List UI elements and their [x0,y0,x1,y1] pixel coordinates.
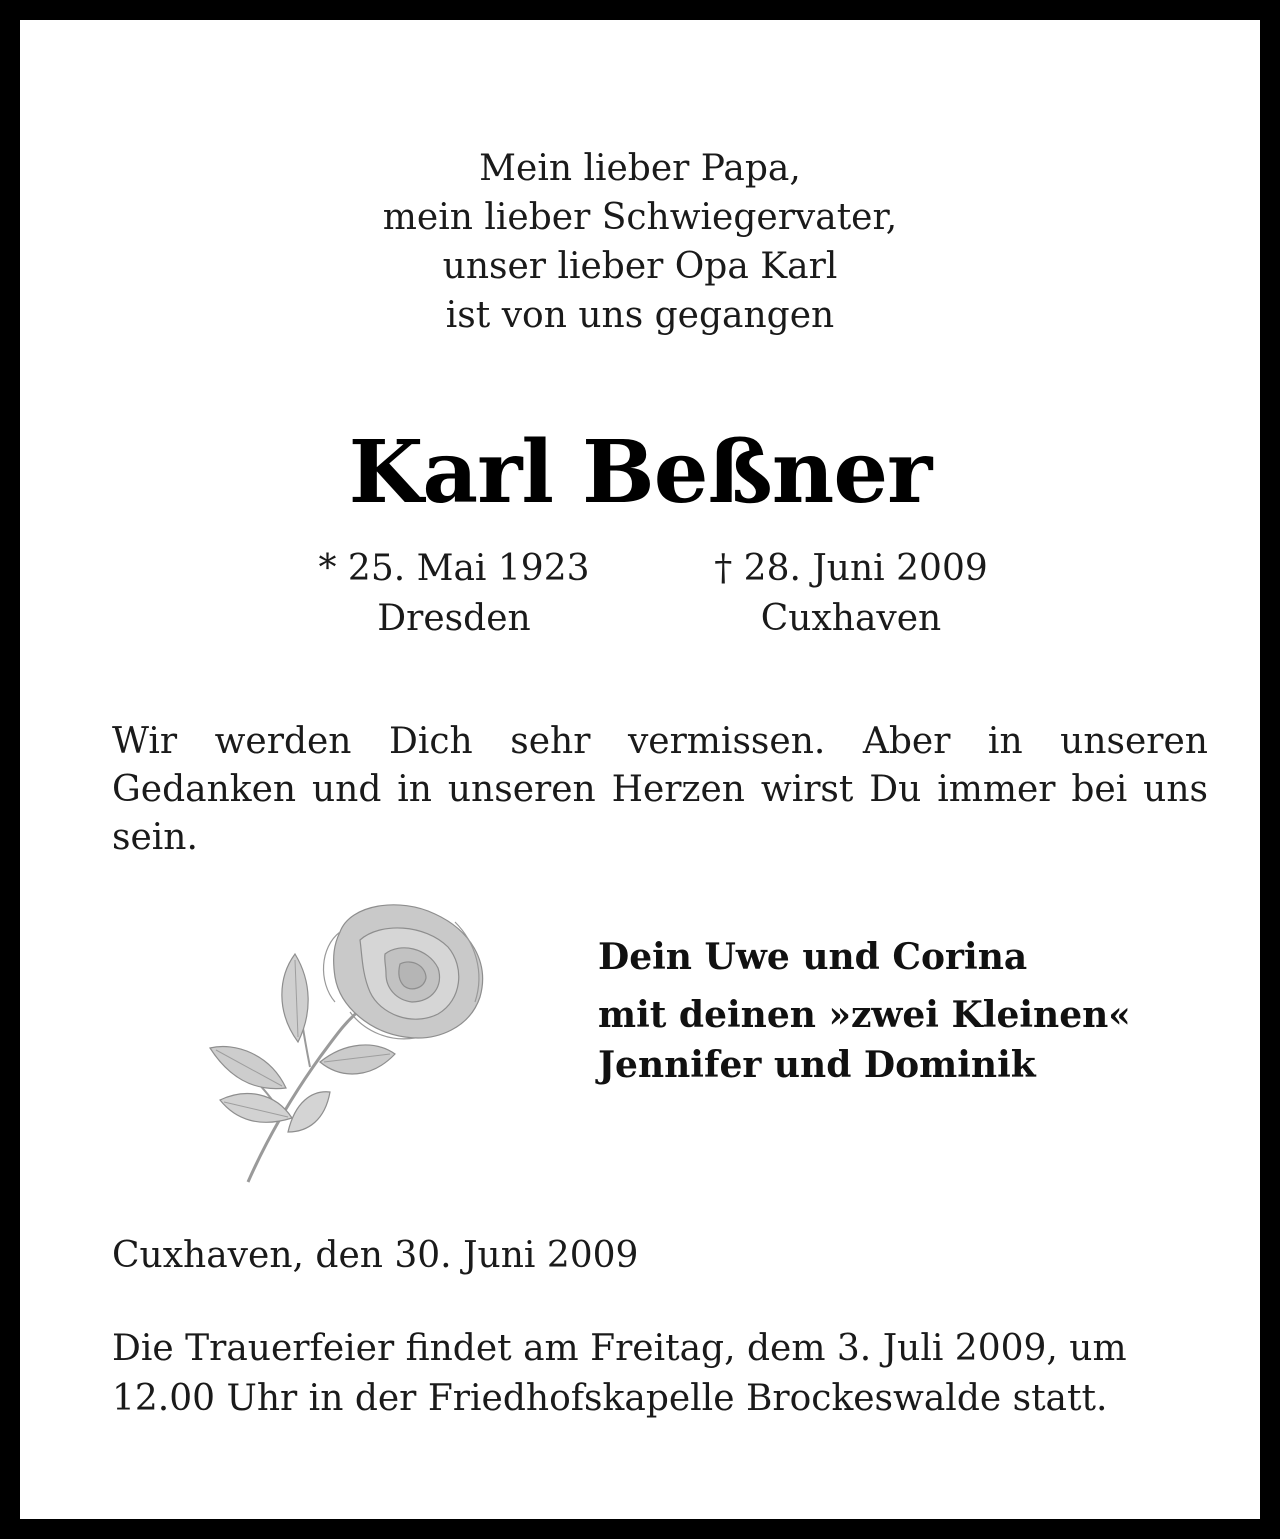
rose-icon [200,892,500,1192]
place-and-date: Cuxhaven, den 30. Juni 2009 [112,1235,639,1276]
intro-line: unser lieber Opa Karl [442,246,838,287]
birth-place: Dresden [377,598,531,639]
funeral-info [112,1324,1127,1424]
intro-line: mein lieber Schwiegervater, [382,197,898,238]
funeral-line: 12.00 Uhr in der Friedhofskapelle Brockeswalde statt. [112,1378,1108,1419]
intro-line: Mein lieber Papa, [479,148,801,189]
deceased-name: Karl Beßner [348,422,932,523]
intro-verse [20,144,1260,340]
funeral-line: Die Trauerfeier findet am Freitag, dem 3. Juli 2009, um [112,1328,1127,1369]
death-date: † 28. Juni 2009 [714,548,988,589]
family-line: Jennifer und Dominik [598,1044,1036,1086]
intro-line: ist von uns gegangen [445,295,835,336]
family-signature [598,932,1131,1090]
death-info [696,544,1006,644]
birth-date: * 25. Mai 1923 [318,548,590,589]
family-line: Dein Uwe und Corina [598,936,1028,978]
death-place: Cuxhaven [760,598,942,639]
family-line: mit deinen »zwei Kleinen« [598,994,1131,1036]
birth-info [304,544,604,644]
farewell-message: Wir werden Dich sehr vermissen. Aber in unseren Gedanken und in unseren Herzen wirst Du immer bei uns sein. [112,721,1208,858]
